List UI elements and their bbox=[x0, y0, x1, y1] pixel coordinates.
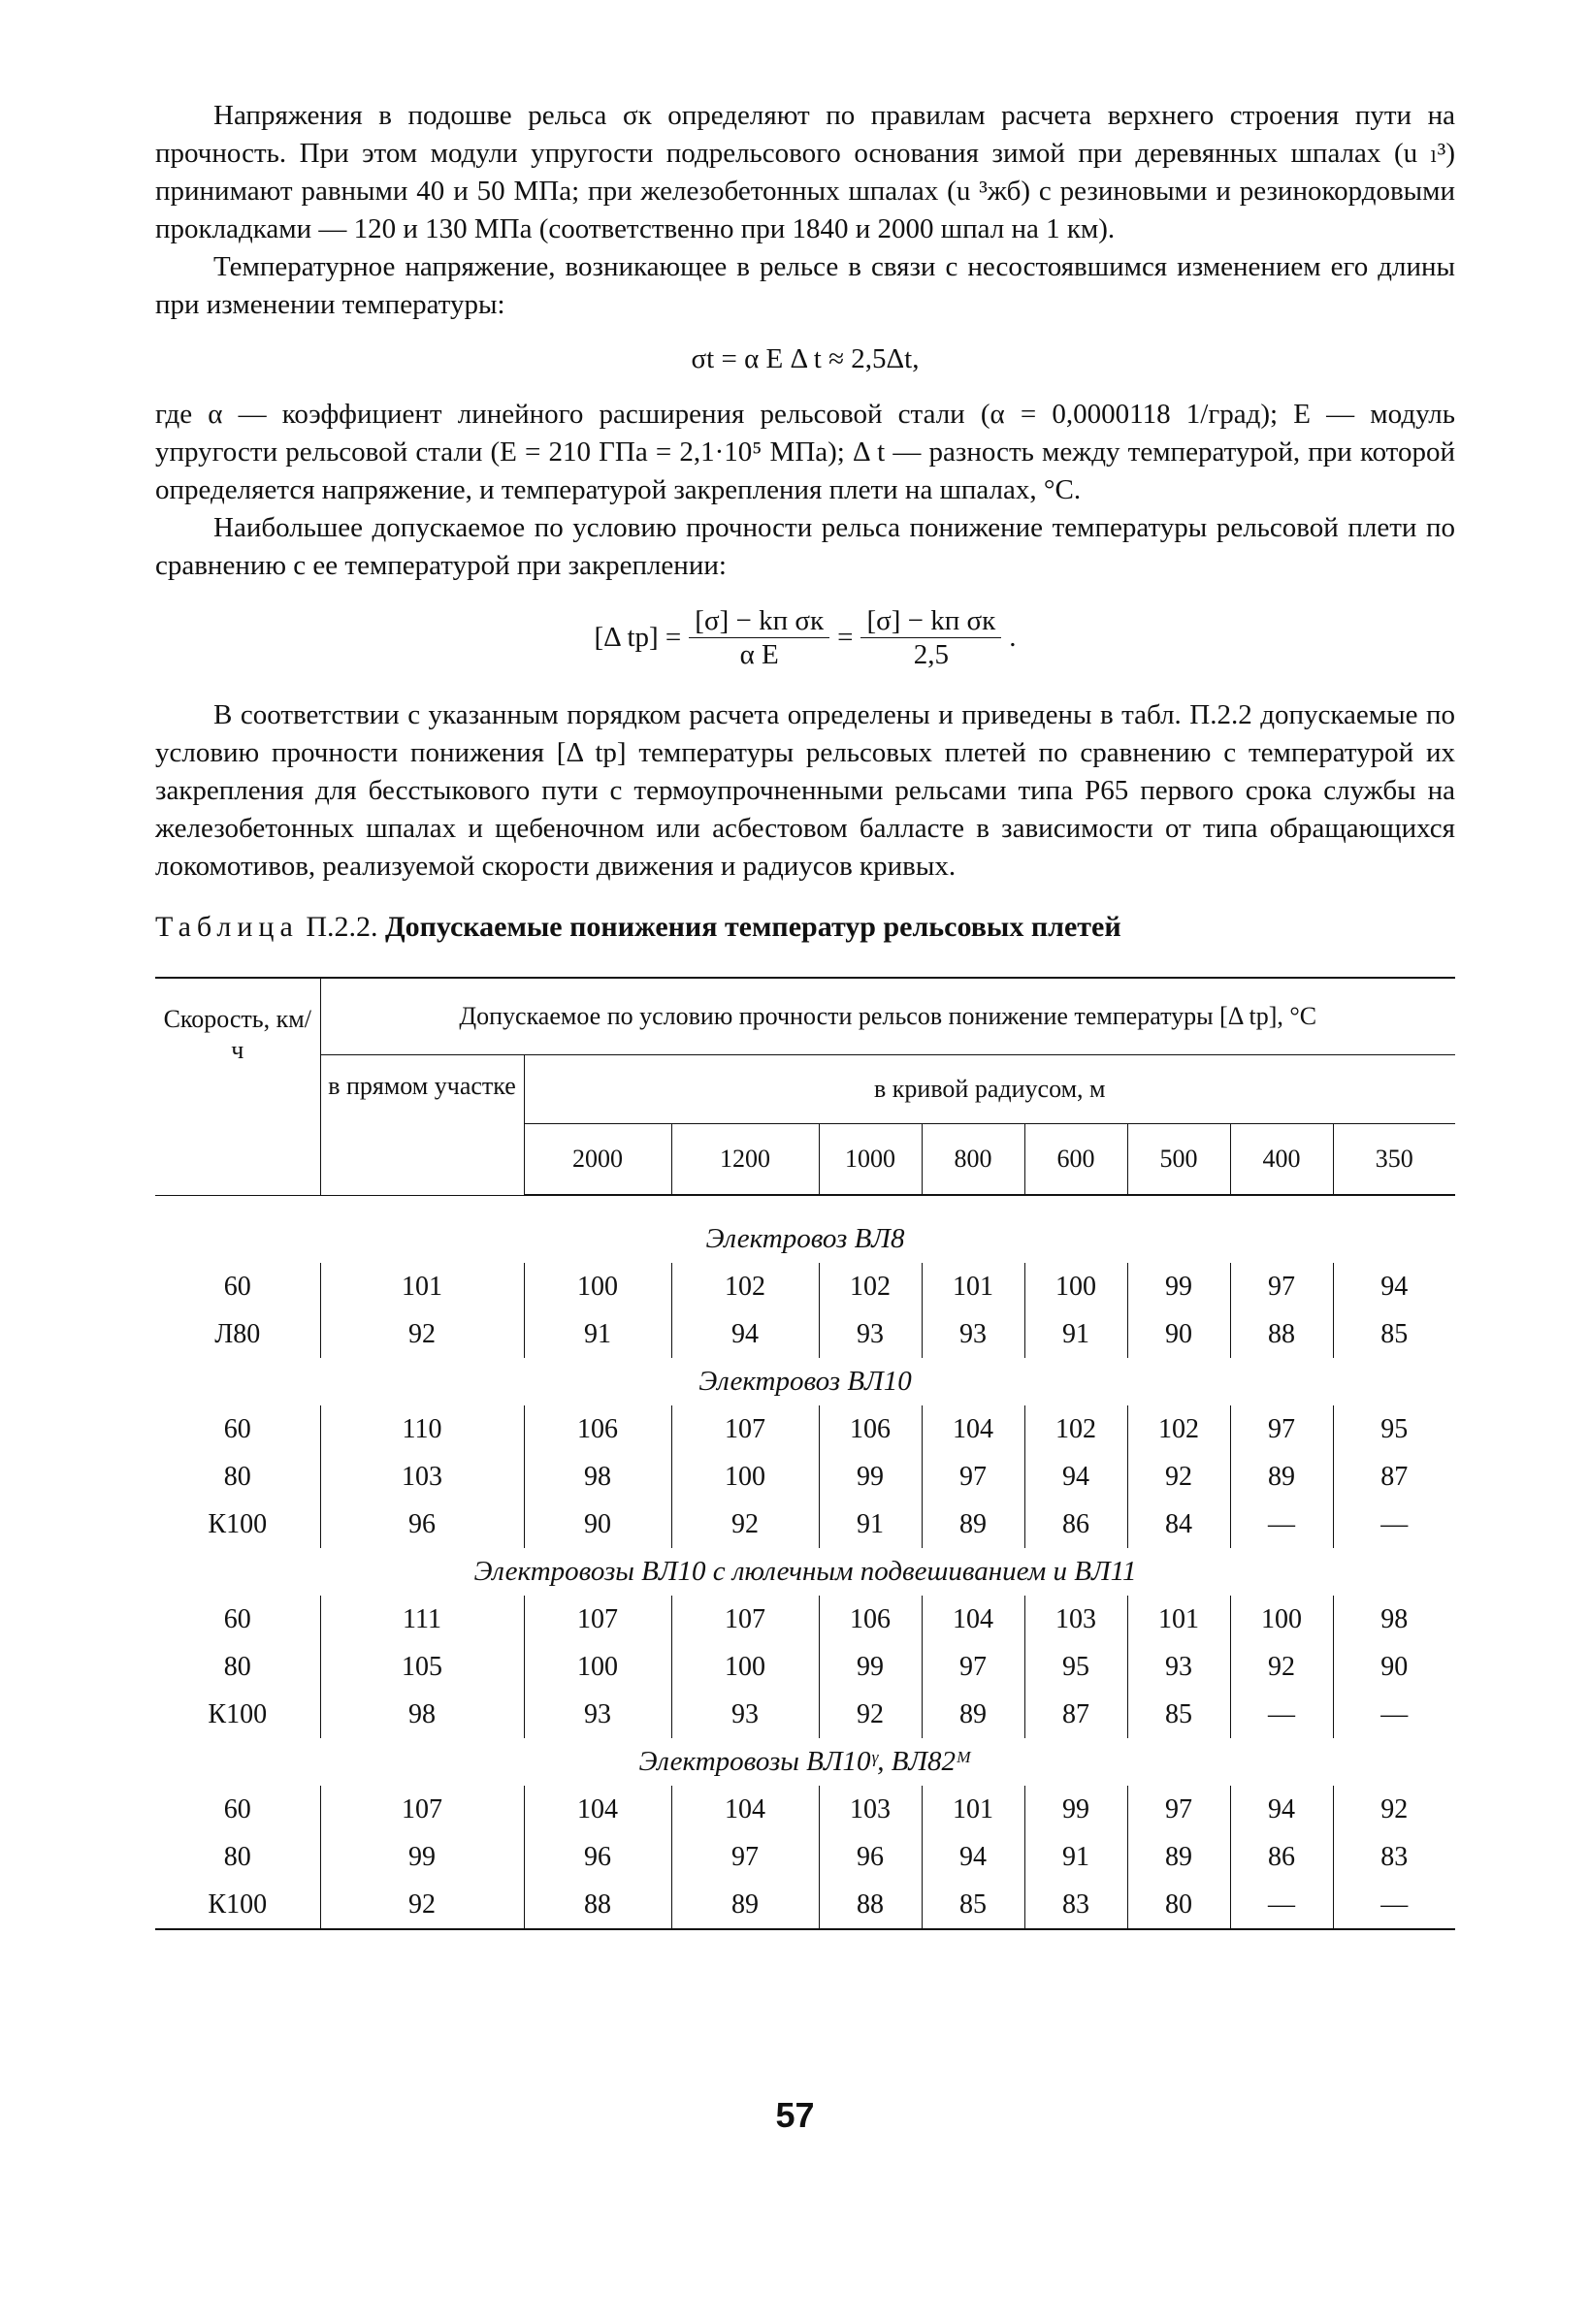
value-cell: 92 bbox=[320, 1310, 524, 1358]
table-row bbox=[155, 1691, 1455, 1738]
value-cell: 97 bbox=[922, 1643, 1024, 1691]
speed-cell: 80 bbox=[223, 1651, 251, 1682]
paragraph-table-intro: В соответствии с указанным порядком расчета определены и приведены в табл. П.2.2 допускаемые по условию прочности понижения [Δ tр] температуры рельсовых плетей по сравнению с температурой их закрепления для бесстыкового пути с термоупрочненными рельсами типа Р65 первого срока службы на железобетонных шпалах и щебеночном или асбестовом балласте в зависимости от типа обращающихся локомотивов, реализуемой скорости движения и радиусов кривых. bbox=[155, 699, 1455, 882]
locomotive-group-title: Электровозы ВЛ10 с люлечным подвешиванием и ВЛ11 bbox=[473, 1556, 1137, 1587]
formula-end: . bbox=[1009, 622, 1017, 653]
speed-cell: 80 bbox=[223, 1841, 251, 1872]
value-cell: 99 bbox=[320, 1833, 524, 1881]
formula-numerator-2: [σ] − kп σк bbox=[860, 604, 1001, 638]
value-cell: 101 bbox=[922, 1263, 1024, 1310]
value-cell: 91 bbox=[524, 1310, 671, 1358]
value-cell: 96 bbox=[320, 1501, 524, 1548]
formula-allowed-decrease bbox=[155, 604, 1455, 671]
value-cell: 89 bbox=[671, 1881, 819, 1929]
value-cell: 87 bbox=[1333, 1453, 1455, 1501]
header-straight: в прямом участке bbox=[320, 1055, 524, 1196]
header-radius: 1000 bbox=[819, 1124, 922, 1196]
value-cell: 104 bbox=[922, 1596, 1024, 1643]
header-radius: 800 bbox=[922, 1124, 1024, 1196]
formula-temperature-stress: σt = α E Δ t ≈ 2,5Δt, bbox=[691, 343, 920, 374]
value-cell: 80 bbox=[1127, 1881, 1230, 1929]
value-cell: 106 bbox=[819, 1405, 922, 1453]
value-cell: 92 bbox=[320, 1881, 524, 1929]
value-cell: 103 bbox=[819, 1786, 922, 1833]
table-caption bbox=[155, 911, 1455, 944]
value-cell: 91 bbox=[819, 1501, 922, 1548]
value-cell: 88 bbox=[819, 1881, 922, 1929]
locomotive-group-row bbox=[155, 1195, 1455, 1263]
header-radius: 350 bbox=[1333, 1124, 1455, 1196]
value-cell: 83 bbox=[1333, 1833, 1455, 1881]
header-radius: 600 bbox=[1024, 1124, 1127, 1196]
value-cell: 100 bbox=[1230, 1596, 1333, 1643]
paragraph-temperature-stress: Температурное напряжение, возникающее в рельсе в связи с несостоявшимся изменением его длины при изменении температуры: bbox=[155, 251, 1455, 320]
temperature-table bbox=[155, 977, 1455, 1930]
locomotive-group-row bbox=[155, 1738, 1455, 1786]
value-cell: 98 bbox=[524, 1453, 671, 1501]
paragraph-definitions: где α — коэффициент линейного расширения рельсовой стали (α = 0,0000118 1/град); E — модуль упругости рельсовой стали (E = 210 ГПа = 2,1·10⁵ МПа); Δ t — разность между температурой, при которой определяется напряжение, и температурой закрепления плети на шпалах, °С. bbox=[155, 399, 1455, 505]
page-number: 57 bbox=[775, 2095, 815, 2135]
value-cell: 98 bbox=[1333, 1596, 1455, 1643]
speed-cell: 80 bbox=[223, 1461, 251, 1492]
value-cell: 106 bbox=[819, 1596, 922, 1643]
value-cell: 107 bbox=[524, 1596, 671, 1643]
caption-title: Допускаемые понижения температур рельсовых плетей bbox=[384, 911, 1121, 943]
value-cell: 94 bbox=[1024, 1453, 1127, 1501]
value-cell: 97 bbox=[671, 1833, 819, 1881]
value-cell: 92 bbox=[819, 1691, 922, 1738]
value-cell: 102 bbox=[819, 1263, 922, 1310]
value-cell: 91 bbox=[1024, 1310, 1127, 1358]
value-cell: 89 bbox=[1230, 1453, 1333, 1501]
table-row bbox=[155, 1596, 1455, 1643]
value-cell: 93 bbox=[819, 1310, 922, 1358]
header-radius: 1200 bbox=[671, 1124, 819, 1196]
formula-lhs: [Δ tр] = bbox=[594, 622, 682, 653]
value-cell: 99 bbox=[1127, 1263, 1230, 1310]
locomotive-group-title: Электровоз ВЛ10 bbox=[698, 1366, 912, 1397]
value-cell: 106 bbox=[524, 1405, 671, 1453]
value-cell: 102 bbox=[671, 1263, 819, 1310]
value-cell: 100 bbox=[524, 1643, 671, 1691]
value-cell: 99 bbox=[819, 1453, 922, 1501]
value-cell: 102 bbox=[1024, 1405, 1127, 1453]
value-cell: 93 bbox=[1127, 1643, 1230, 1691]
value-cell: 88 bbox=[1230, 1310, 1333, 1358]
formula-denominator-2: 2,5 bbox=[913, 639, 949, 670]
formula-fraction-2 bbox=[860, 604, 1001, 671]
value-cell: 101 bbox=[320, 1263, 524, 1310]
header-curve: в кривой радиусом, м bbox=[524, 1055, 1455, 1124]
value-cell: 103 bbox=[1024, 1596, 1127, 1643]
value-cell: 100 bbox=[1024, 1263, 1127, 1310]
value-cell: 85 bbox=[1127, 1691, 1230, 1738]
speed-cell: 60 bbox=[223, 1413, 251, 1444]
value-cell: 95 bbox=[1333, 1405, 1455, 1453]
value-cell: 110 bbox=[320, 1405, 524, 1453]
table-row bbox=[155, 1881, 1455, 1929]
value-cell: 101 bbox=[922, 1786, 1024, 1833]
value-cell: 94 bbox=[1333, 1263, 1455, 1310]
value-cell: 100 bbox=[671, 1453, 819, 1501]
speed-cell: 60 bbox=[223, 1603, 251, 1634]
formula-numerator-1: [σ] − kп σк bbox=[689, 604, 829, 638]
value-cell: — bbox=[1333, 1501, 1455, 1548]
table-row bbox=[155, 1453, 1455, 1501]
value-cell: 96 bbox=[524, 1833, 671, 1881]
paragraph-max-decrease: Наибольшее допускаемое по условию прочности рельса понижение температуры рельсовой плети по сравнению с ее температурой при закреплении: bbox=[155, 512, 1455, 581]
speed-cell: 60 bbox=[223, 1793, 251, 1824]
table-row bbox=[155, 1310, 1455, 1358]
value-cell: 100 bbox=[671, 1643, 819, 1691]
table-row bbox=[155, 1263, 1455, 1310]
value-cell: 103 bbox=[320, 1453, 524, 1501]
caption-number: П.2.2. bbox=[306, 911, 378, 943]
value-cell: 92 bbox=[1230, 1643, 1333, 1691]
value-cell: 95 bbox=[1024, 1643, 1127, 1691]
table-row bbox=[155, 1405, 1455, 1453]
formula-equals: = bbox=[837, 622, 854, 653]
value-cell: 92 bbox=[671, 1501, 819, 1548]
speed-cell: 60 bbox=[223, 1271, 251, 1302]
document-page bbox=[155, 97, 1455, 1930]
value-cell: 93 bbox=[671, 1691, 819, 1738]
value-cell: 97 bbox=[1127, 1786, 1230, 1833]
value-cell: 96 bbox=[819, 1833, 922, 1881]
value-cell: 86 bbox=[1230, 1833, 1333, 1881]
locomotive-group-row bbox=[155, 1548, 1455, 1596]
header-radius: 400 bbox=[1230, 1124, 1333, 1196]
value-cell: 90 bbox=[524, 1501, 671, 1548]
value-cell: 92 bbox=[1333, 1786, 1455, 1833]
value-cell: 90 bbox=[1127, 1310, 1230, 1358]
header-radius: 2000 bbox=[524, 1124, 671, 1196]
value-cell: — bbox=[1230, 1691, 1333, 1738]
value-cell: 87 bbox=[1024, 1691, 1127, 1738]
value-cell: 84 bbox=[1127, 1501, 1230, 1548]
value-cell: 91 bbox=[1024, 1833, 1127, 1881]
value-cell: 104 bbox=[922, 1405, 1024, 1453]
value-cell: 94 bbox=[922, 1833, 1024, 1881]
value-cell: 104 bbox=[671, 1786, 819, 1833]
value-cell: 107 bbox=[320, 1786, 524, 1833]
value-cell: 102 bbox=[1127, 1405, 1230, 1453]
value-cell: 85 bbox=[922, 1881, 1024, 1929]
value-cell: 101 bbox=[1127, 1596, 1230, 1643]
value-cell: 90 bbox=[1333, 1643, 1455, 1691]
value-cell: 93 bbox=[922, 1310, 1024, 1358]
value-cell: 100 bbox=[524, 1263, 671, 1310]
value-cell: 98 bbox=[320, 1691, 524, 1738]
speed-cell: К100 bbox=[155, 1881, 320, 1929]
value-cell: 97 bbox=[1230, 1263, 1333, 1310]
value-cell: 107 bbox=[671, 1596, 819, 1643]
value-cell: 99 bbox=[1024, 1786, 1127, 1833]
locomotive-group-row bbox=[155, 1358, 1455, 1405]
value-cell: 94 bbox=[1230, 1786, 1333, 1833]
paragraph-rail-stress: Напряжения в подошве рельса σк определяют по правилам расчета верхнего строения пути на прочность. При этом модули упругости подрельсового основания зимой при деревянных шпалах (u ₗ³) принимают равными 40 и 50 МПа; при железобетонных шпалах (u ³жб) с резиновыми и резинокордовыми прокладками — 120 и 130 МПа (соответственно при 1840 и 2000 шпал на 1 км). bbox=[155, 100, 1455, 244]
header-radius: 500 bbox=[1127, 1124, 1230, 1196]
value-cell: 94 bbox=[671, 1310, 819, 1358]
caption-label: Таблица bbox=[155, 911, 299, 943]
table-row bbox=[155, 1833, 1455, 1881]
formula-denominator-1: α E bbox=[739, 639, 779, 670]
value-cell: 92 bbox=[1127, 1453, 1230, 1501]
table-row bbox=[155, 1501, 1455, 1548]
locomotive-group-title: Электровоз ВЛ8 bbox=[705, 1223, 905, 1254]
speed-cell: К100 bbox=[208, 1698, 268, 1729]
table-row bbox=[155, 1643, 1455, 1691]
value-cell: 86 bbox=[1024, 1501, 1127, 1548]
value-cell: — bbox=[1230, 1881, 1333, 1929]
value-cell: — bbox=[1230, 1501, 1333, 1548]
header-speed: Скорость, км/ч bbox=[155, 978, 320, 1195]
header-allowed-decrease: Допускаемое по условию прочности рельсов понижение температуры [Δ tр], °С bbox=[320, 978, 1455, 1055]
value-cell: 107 bbox=[671, 1405, 819, 1453]
value-cell: 93 bbox=[524, 1691, 671, 1738]
value-cell: 88 bbox=[524, 1881, 671, 1929]
value-cell: 89 bbox=[922, 1691, 1024, 1738]
value-cell: 111 bbox=[320, 1596, 524, 1643]
table-row bbox=[155, 1786, 1455, 1833]
value-cell: — bbox=[1333, 1881, 1455, 1929]
value-cell: 105 bbox=[320, 1643, 524, 1691]
speed-cell: Л80 bbox=[214, 1318, 261, 1349]
value-cell: 104 bbox=[524, 1786, 671, 1833]
value-cell: 99 bbox=[819, 1643, 922, 1691]
value-cell: 97 bbox=[922, 1453, 1024, 1501]
value-cell: 89 bbox=[922, 1501, 1024, 1548]
speed-cell: К100 bbox=[208, 1508, 268, 1539]
value-cell: 89 bbox=[1127, 1833, 1230, 1881]
value-cell: — bbox=[1333, 1691, 1455, 1738]
formula-fraction-1 bbox=[689, 604, 829, 671]
value-cell: 83 bbox=[1024, 1881, 1127, 1929]
locomotive-group-title: Электровозы ВЛ10ᵞ, ВЛ82ᴹ bbox=[638, 1746, 972, 1777]
value-cell: 85 bbox=[1333, 1310, 1455, 1358]
value-cell: 97 bbox=[1230, 1405, 1333, 1453]
